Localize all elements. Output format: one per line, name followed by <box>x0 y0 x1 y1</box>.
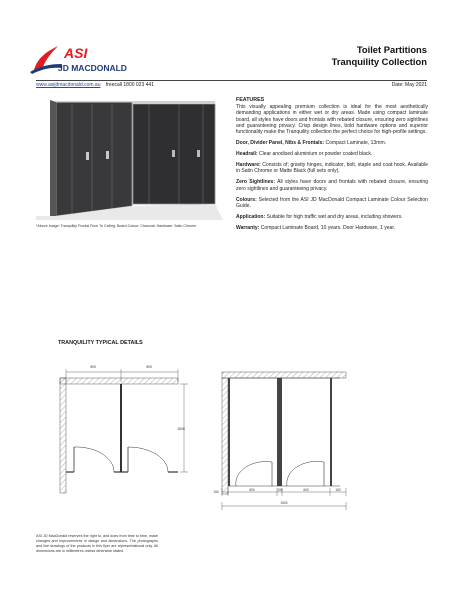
disclaimer: ASI JD MacDonald reserves the right to, and does from time to time, make changes and improvements in design and dimensions. The photographs and line drawings of the products in this flyer are representational only. All dimensions are in millimetres unless otherwise stated. <box>36 534 158 553</box>
website-link[interactable]: www.asijdmacdonald.com.au <box>36 82 101 88</box>
title-line-2: Tranquility Collection <box>331 56 427 67</box>
plan-dim-right: 900 <box>146 365 152 369</box>
elev-dim-2: 600 <box>249 488 255 492</box>
elev-dim-total: 1500 <box>280 501 288 505</box>
logo-name: JD MACDONALD <box>58 63 127 73</box>
feature-item: Application: Suitable for high traffic wet and dry areas, including showers. <box>236 213 403 220</box>
plan-drawing <box>60 365 188 493</box>
details-title: TRANQUILITY TYPICAL DETAILS <box>58 340 143 346</box>
title-line-1: Toilet Partitions <box>356 44 427 55</box>
document-date: Date: May 2021 <box>391 82 427 88</box>
features-section <box>236 97 428 236</box>
feature-item: Hardware: Consists of; gravity hinges, indicator, bolt, staple and coat hook. Available in Satin Chrome or Matte Black (full sets only). <box>236 162 428 175</box>
feature-item: Zero Sightlines: All styles have doors and frontals with rebated closure, ensuring zero sightlines and guaranteeing privacy. <box>236 179 428 192</box>
document-title <box>332 44 427 68</box>
features-intro: This visually appealing premium collection is ideal for the most aesthetically demanding applications in either wet or dry areas. Made using compact laminate board, all styles have doors and frontals with rebated closure, ensuring zero sightlines and guaranteeing privacy. Crisp design lines, bold hardware options and superior functionality make the Tranquility collection the perfect choice for high-profile settings. <box>236 103 428 136</box>
freecall-number: freecall 1800 023 441 <box>105 82 154 88</box>
feature-item: Warranty: Compact Laminate Board, 10 years. Door Hardware, 1 year. <box>236 224 396 231</box>
feature-item: Door, Divider Panel, Nibs & Frontals: Compact Laminate, 13mm. <box>236 140 387 147</box>
logo-brand: ASI <box>64 45 88 61</box>
elev-dim-4: 600 <box>303 488 309 492</box>
technical-drawings <box>40 352 430 522</box>
feature-item: Colours: Selected from the ASI JD MacDonald Compact Laminate Colour Selection Guide. <box>236 196 428 209</box>
company-logo <box>28 42 138 76</box>
elev-dim-5: 150 <box>335 488 341 492</box>
photo-caption: *Above Image: Tranquility Frontal Floor To Ceiling. Board Colour: Charcoal. Hardware: Satin Chrome <box>36 224 197 228</box>
contact-bar <box>36 82 427 89</box>
plan-dim-side: 1500 <box>177 427 185 431</box>
elev-dim-3: 150 <box>277 488 283 492</box>
plan-dim-left: 900 <box>90 365 96 369</box>
features-heading: FEATURES <box>236 97 265 103</box>
elev-dim-1: 150 <box>213 490 219 494</box>
elevation-drawing <box>213 372 346 510</box>
feature-item: Headrail: Clear anodised aluminium or powder coated black. <box>236 151 373 158</box>
product-photo <box>36 98 223 220</box>
header-divider <box>36 80 427 81</box>
